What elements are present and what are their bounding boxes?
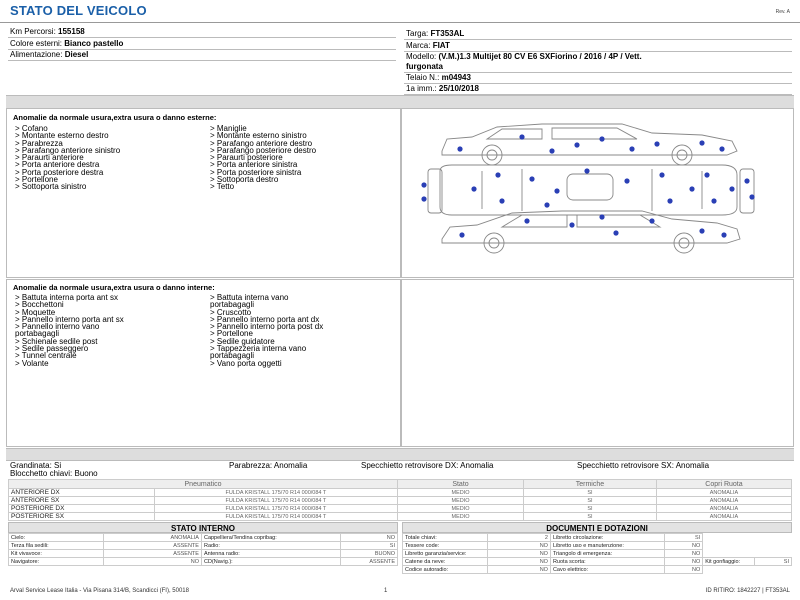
damage-marker [495, 172, 500, 177]
damage-marker [744, 178, 749, 183]
tyre-cover: ANOMALIA [656, 489, 791, 497]
stato-interno-row [9, 558, 398, 566]
documenti-value: NO [664, 566, 703, 574]
fuel-row: Alimentazione: Diesel [10, 50, 89, 59]
documenti-row [403, 534, 792, 542]
model-row: Modello: (V.M.)1.3 Multijet 80 CV E6 SXFiorino / 2016 / 4P / Vett. [406, 52, 642, 61]
footer-company: Arval Service Lease Italia - Via Pisana 314/B, Scandicci (FI), 50018 [10, 588, 189, 594]
car-side-top [442, 124, 737, 155]
stato-interno-value: BUONO [340, 550, 397, 558]
model-row-cont: furgonata [406, 62, 443, 71]
damage-marker [421, 196, 426, 201]
stato-interno-value: ASSENTE [103, 542, 201, 550]
documenti-value: NO [487, 566, 550, 574]
tyre-winter: SI [523, 505, 656, 513]
external-damages-title: Anomalie da normale usura,extra usura o danno esterne: [13, 113, 217, 122]
tyre-state: MEDIO [398, 497, 524, 505]
documenti-row [403, 550, 792, 558]
damage-marker [667, 198, 672, 203]
stato-interno-value: NO [340, 534, 397, 542]
stato-interno-label: Terza fila sedili: [9, 542, 104, 550]
windshield-status: Parabrezza: Anomalia [229, 461, 308, 470]
damage-marker [624, 178, 629, 183]
tyre-state: MEDIO [398, 505, 524, 513]
documenti-value: NO [664, 550, 703, 558]
stato-interno-label: Cielo: [9, 534, 104, 542]
documenti-row [403, 558, 792, 566]
internal-empty-panel [401, 279, 794, 447]
tyre-cover: ANOMALIA [656, 513, 791, 521]
damage-marker [599, 214, 604, 219]
car-rear-view [740, 169, 754, 213]
damage-marker [629, 146, 634, 151]
damage-marker [549, 148, 554, 153]
documenti-label: Catene da neve: [403, 558, 488, 566]
damage-marker [459, 232, 464, 237]
stato-interno-label: Kit vivavoce: [9, 550, 104, 558]
external-damages-col1: > Cofano > Montante esterno destro > Parabrezza > Parafango anteriore sinistro > Paraurti anteriore > Porta anteriore destra > Porta posteriore destra > Portellone > Sottoporta sinistro [15, 124, 121, 192]
stato-interno-row [9, 542, 398, 550]
damage-marker [599, 136, 604, 141]
documenti-title: DOCUMENTI E DOTAZIONI [402, 522, 792, 533]
stato-interno-value: NO [103, 558, 201, 566]
tyre-cover: ANOMALIA [656, 505, 791, 513]
documenti-row [403, 566, 792, 574]
stato-interno-table [8, 533, 398, 566]
damage-marker [659, 172, 664, 177]
separator-bar [6, 95, 794, 109]
damage-marker [554, 188, 559, 193]
damage-marker [574, 142, 579, 147]
documenti-label: Libretto uso e manutenzione: [550, 542, 664, 550]
tyre-winter: SI [523, 497, 656, 505]
documenti-table [402, 533, 792, 574]
documenti-label: Codice autoradio: [403, 566, 488, 574]
stato-interno-label: Cappelliera/Tendina copribag: [201, 534, 340, 542]
internal-damages-col1: > Battuta interna porta ant sx > Bocchettoni > Moquette > Pannello interno porta ant sx > Pannello interno vano portabagagli > Schienale sedile post > Sedile passeggero > Tunnel centrale > Volante [15, 293, 124, 368]
documenti-value: NO [664, 542, 703, 550]
tyre-model: FULDA KRISTALL 175/70 R14 000/084 T [154, 513, 397, 521]
plate-row: Targa: FT353AL [406, 29, 465, 38]
external-damages-panel [6, 108, 401, 278]
brand-row: Marca: FIAT [406, 41, 450, 50]
damage-marker [749, 194, 754, 199]
damage-marker [584, 168, 589, 173]
damage-marker [569, 222, 574, 227]
key-block-status: Blocchetto chiavi: Buono [10, 469, 98, 478]
stato-interno-row [9, 534, 398, 542]
tyre-row [9, 497, 792, 505]
documenti-value: NO [487, 558, 550, 566]
damage-marker [721, 232, 726, 237]
damage-marker [654, 141, 659, 146]
tyre-model: FULDA KRISTALL 175/70 R14 000/084 T [154, 497, 397, 505]
car-diagram-panel [401, 108, 794, 278]
tyre-cover: ANOMALIA [656, 497, 791, 505]
damage-marker [649, 218, 654, 223]
tyre-position: POSTERIORE DX [9, 505, 155, 513]
documenti-label: Triangolo di emergenza: [550, 550, 664, 558]
documenti-value: NO [487, 542, 550, 550]
damage-marker [421, 182, 426, 187]
page-title: STATO DEL VEICOLO [10, 3, 147, 18]
documenti-value: SI [754, 558, 791, 566]
stato-interno-row [9, 550, 398, 558]
tyre-row [9, 489, 792, 497]
tyre-model: FULDA KRISTALL 175/70 R14 000/084 T [154, 489, 397, 497]
internal-damages-col2: > Battuta interna vano portabagagli > Cruscotto > Pannello interno porta ant dx > Pannello interno porta post dx > Portellone > Sedile guidatore > Tappezzeria interna vano portabagagli > Vano porta oggetti [210, 293, 324, 368]
tyre-state: MEDIO [398, 513, 524, 521]
internal-damages-panel [6, 279, 401, 447]
hail-status: Grandinata: Si [10, 461, 62, 470]
damage-marker [471, 186, 476, 191]
tyre-position: POSTERIORE SX [9, 513, 155, 521]
stato-interno-label: Radio: [201, 542, 340, 550]
tyres-header-winter: Termiche [523, 480, 656, 489]
footer-id: ID RITIRO: 1842227 | FT353AL [705, 588, 790, 594]
documenti-label: Tessere code: [403, 542, 488, 550]
external-damages-col2: > Maniglie > Montante esterno sinistro > Parafango anteriore destro > Parafango posteriore destro > Paraurti posteriore > Porta anteriore sinistra > Porta posteriore sinistra > Sottoporta destro > Tetto [210, 124, 317, 192]
tyre-position: ANTERIORE DX [9, 489, 155, 497]
damage-marker [699, 140, 704, 145]
damage-marker [529, 176, 534, 181]
stato-interno-value: SI [340, 542, 397, 550]
title-divider [0, 22, 800, 23]
damage-marker [544, 202, 549, 207]
documenti-label: Libretto garanzia/service: [403, 550, 488, 558]
stato-interno-label: Antenna radio: [201, 550, 340, 558]
stato-interno-label: CD(Navig.): [201, 558, 340, 566]
tyre-row [9, 505, 792, 513]
km-row: Km Percorsi: 155158 [10, 27, 85, 36]
tyre-winter: SI [523, 489, 656, 497]
registration-row: 1a imm.: 25/10/2018 [406, 84, 479, 93]
documenti-label: Ruota scorta: [550, 558, 664, 566]
tyre-row [9, 513, 792, 521]
stato-interno-label: Navigatore: [9, 558, 104, 566]
tyres-header-cover: Copri Ruota [656, 480, 791, 489]
documenti-value: NO [664, 558, 703, 566]
documenti-value: NO [487, 550, 550, 558]
damage-marker [519, 134, 524, 139]
stato-interno-value: ANOMALIA [103, 534, 201, 542]
documenti-label: Kit gonfiaggio: [703, 558, 754, 566]
chassis-row: Telaio N.: m04943 [406, 73, 471, 82]
separator-bar-2 [6, 448, 794, 461]
tyre-state: MEDIO [398, 489, 524, 497]
documenti-label: Libretto circolazione: [550, 534, 664, 542]
mirror-sx-status: Specchietto retrovisore SX: Anomalia [577, 461, 710, 470]
documenti-label: Cavo elettrico: [550, 566, 664, 574]
tyre-winter: SI [523, 513, 656, 521]
stato-interno-value: ASSENTE [340, 558, 397, 566]
stato-interno-value: ASSENTE [103, 550, 201, 558]
damage-marker [704, 172, 709, 177]
tyres-header-state: Stato [398, 480, 524, 489]
tyres-table [8, 479, 792, 521]
color-row: Colore esterni: Bianco pastello [10, 39, 124, 48]
documenti-value: 2 [487, 534, 550, 542]
damage-marker [457, 146, 462, 151]
revision-label: Rev. A [775, 9, 790, 15]
damage-marker [711, 198, 716, 203]
documenti-label: Totale chiavi: [403, 534, 488, 542]
damage-marker [719, 146, 724, 151]
damage-marker [524, 218, 529, 223]
car-damage-diagram [402, 109, 793, 277]
damage-marker [699, 228, 704, 233]
tyres-header-tyre: Pneumatico [9, 480, 398, 489]
tyre-model: FULDA KRISTALL 175/70 R14 000/084 T [154, 505, 397, 513]
damage-marker [689, 186, 694, 191]
footer-page: 1 [384, 588, 388, 594]
damage-marker [499, 198, 504, 203]
damage-marker [613, 230, 618, 235]
tyre-position: ANTERIORE SX [9, 497, 155, 505]
damage-marker [729, 186, 734, 191]
mirror-dx-status: Specchietto retrovisore DX: Anomalia [361, 461, 494, 470]
internal-damages-title: Anomalie da normale usura,extra usura o danno interne: [13, 283, 215, 292]
stato-interno-title: STATO INTERNO [8, 522, 398, 533]
documenti-row [403, 542, 792, 550]
documenti-value: SI [664, 534, 703, 542]
